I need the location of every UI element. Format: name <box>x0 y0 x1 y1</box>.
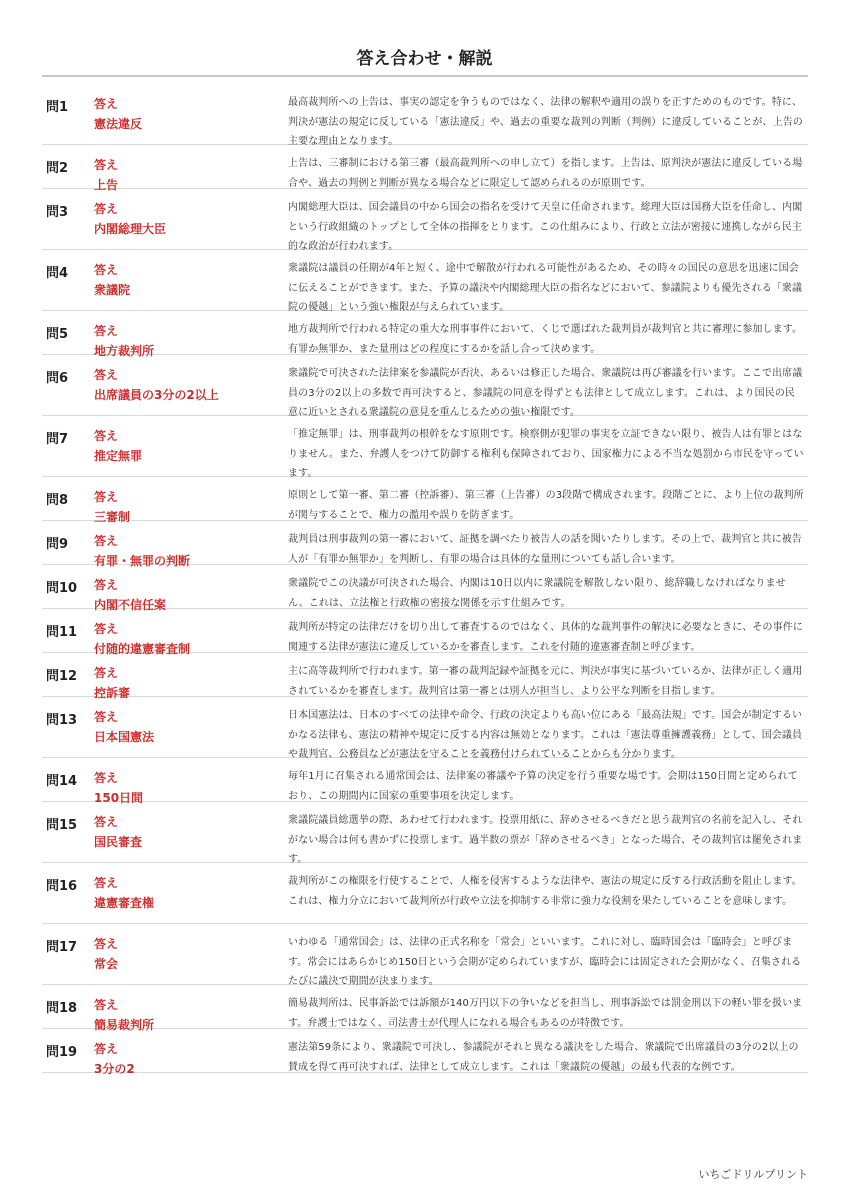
answer-block <box>94 260 279 300</box>
explanation-text: 憲法第59条により、衆議院で可決し、参議院がそれと異なる議決をした場合、衆議院で出席議員の3分の2以上の賛成を得て再可決すれば、法律として成立します。これは「衆議院の優越」の最も代表的な例です。 <box>288 1042 799 1073</box>
question-number: 問7 <box>46 432 69 447</box>
answer-row <box>42 145 808 192</box>
answer-row <box>42 653 808 700</box>
answer-value: 三審制 <box>94 510 131 524</box>
answer-value: 控訴審 <box>94 686 131 700</box>
answer-row <box>42 565 808 612</box>
answer-value: 憲法違反 <box>94 117 143 131</box>
answer-label: 答え <box>94 937 119 951</box>
answer-row <box>42 355 808 416</box>
question-number: 問9 <box>46 537 69 552</box>
question-number: 問4 <box>46 266 69 281</box>
answer-value: 上告 <box>94 178 119 192</box>
question-number: 問17 <box>46 940 78 955</box>
answer-label: 答え <box>94 771 119 785</box>
answer-row <box>42 477 808 524</box>
answer-label: 答え <box>94 324 119 338</box>
answer-block <box>94 426 279 466</box>
explanation-text: 内閣総理大臣は、国会議員の中から国会の指名を受けて天皇に任命されます。総理大臣は国務大臣を任命し、内閣という行政組織のトップとして全体の指揮をとります。この仕組みにより、行政と立法が密接に連携しながら民主的な政治が行われます。 <box>288 202 803 252</box>
explanation-text: 上告は、三審制における第三審（最高裁判所への申し立て）を指します。上告は、原判決が憲法に違反している場合や、過去の判例と判断が異なる場合などに限定して認められるのが原則です。 <box>288 158 803 189</box>
question-number: 問5 <box>46 327 69 342</box>
page-title: 答え合わせ・解説 <box>356 49 493 69</box>
explanation-text: 裁判員は刑事裁判の第一審において、証拠を調べたり被告人の話を聞いたりします。その上で、裁判官と共に被告人が「有罪か無罪か」を判断し、有罪の場合は具体的な量刑についても話し合います。 <box>288 534 802 565</box>
question-number: 問11 <box>46 625 78 640</box>
question-number: 問18 <box>46 1001 78 1016</box>
question-number: 問2 <box>46 161 69 176</box>
answer-label: 答え <box>94 158 119 172</box>
answer-label: 答え <box>94 534 119 548</box>
answer-label: 答え <box>94 815 119 829</box>
question-number: 問13 <box>46 713 78 728</box>
answer-value: 出席議員の3分の2以上 <box>94 388 219 402</box>
answer-label: 答え <box>94 876 119 890</box>
question-number: 問6 <box>46 371 69 386</box>
answer-row <box>42 416 808 477</box>
answer-label: 答え <box>94 490 119 504</box>
title-divider <box>42 75 808 77</box>
explanation-text: 地方裁判所で行われる特定の重大な刑事事件において、くじで選ばれた裁判員が裁判官と共に審理に参加します。有罪か無罪か、また量刑はどの程度にするかを話し合って決めます。 <box>288 324 803 355</box>
answer-value: 常会 <box>94 957 119 971</box>
answer-row <box>42 1029 808 1076</box>
answer-row <box>42 521 808 568</box>
answer-value: 内閣総理大臣 <box>94 222 167 236</box>
explanation-text: 衆議院で可決された法律案を参議院が否決、あるいは修正した場合、衆議院は再び審議を行います。ここで出席議員の3分の2以上の多数で再可決すると、参議院の同意を得ずとも法律として成立します。これは、より国民の民意に近いとされる衆議院の意見を重んじるための強い権限です。 <box>288 368 803 418</box>
answer-label: 答え <box>94 710 119 724</box>
answer-value: 推定無罪 <box>94 449 143 463</box>
answer-list <box>42 84 808 1076</box>
question-number: 問10 <box>46 581 78 596</box>
question-number: 問3 <box>46 205 69 220</box>
answer-row <box>42 609 808 656</box>
answer-block <box>94 1039 279 1079</box>
explanation-text: 原則として第一審、第二審（控訴審）、第三審（上告審）の3段階で構成されます。段階ごとに、より上位の裁判所が関与することで、権力の濫用や誤りを防ぎます。 <box>288 490 804 521</box>
answer-value: 国民審査 <box>94 835 143 849</box>
explanation-text: 裁判所がこの権限を行使することで、人権を侵害するような法律や、憲法の規定に反する行政活動を阻止します。これは、権力分立において裁判所が行政や立法を抑制する非常に強力な役割を果たしていることを意味します。 <box>288 876 802 907</box>
answer-label: 答え <box>94 622 119 636</box>
answer-block <box>94 707 279 747</box>
answer-value: 有罪・無罪の判断 <box>94 554 191 568</box>
answer-value: 日本国憲法 <box>94 730 155 744</box>
footer-brand: いちごドリルプリント <box>698 1168 808 1181</box>
answer-label: 答え <box>94 429 119 443</box>
answer-row <box>42 697 808 758</box>
answer-label: 答え <box>94 97 119 111</box>
answer-label: 答え <box>94 1042 119 1056</box>
answer-value: 簡易裁判所 <box>94 1018 155 1032</box>
answer-value: 衆議院 <box>94 283 131 297</box>
answer-row <box>42 985 808 1032</box>
question-number: 問14 <box>46 774 78 789</box>
question-number: 問12 <box>46 669 78 684</box>
explanation-text: 日本国憲法は、日本のすべての法律や命令、行政の決定よりも高い位にある「最高法規」です。国会が制定するいかなる法律も、憲法の精神や規定に反する内容は無効となります。これは「憲法尊重擁護義務」として、国会議員や裁判官、公務員などが憲法を守ることを義務付けられていることからも分かります。 <box>288 710 803 760</box>
question-number: 問16 <box>46 879 78 894</box>
answer-row <box>42 802 808 863</box>
explanation-text: 衆議院議員総選挙の際、あわせて行われます。投票用紙に、辞めさせるべきだと思う裁判官の名前を記入し、それがない場合は何も書かずに投票します。過半数の票が「辞めさせるべき」となった場合、その裁判官は罷免されます。 <box>288 815 803 865</box>
answer-row <box>42 84 808 145</box>
question-number: 問15 <box>46 818 78 833</box>
answer-label: 答え <box>94 998 119 1012</box>
explanation-text: 衆議院は議員の任期が4年と短く、途中で解散が行われる可能性があるため、その時々の国民の意思を迅速に国会に伝えることができます。また、予算の議決や内閣総理大臣の指名などにおいて、参議院よりも優先される「衆議院の優越」という強い権限が与えられています。 <box>288 263 803 313</box>
answer-label: 答え <box>94 368 119 382</box>
answer-row <box>42 924 808 985</box>
explanation-text: 主に高等裁判所で行われます。第一審の裁判記録や証拠を元に、判決が事実に基づいているか、法律が正しく適用されているかを審査します。裁判官は第一審とは別人が担当し、より公平な判断を目指します。 <box>288 666 803 697</box>
answer-value: 150日間 <box>94 791 144 805</box>
answer-label: 答え <box>94 666 119 680</box>
answer-row <box>42 863 808 924</box>
answer-block <box>94 199 279 239</box>
explanation-text: いわゆる「通常国会」は、法律の正式名称を「常会」といいます。これに対し、臨時国会は「臨時会」と呼びます。常会にはあらかじめ150日という会期が定められていますが、臨時会には固定された会期がなく、召集されるたびに議決で期間が決まります。 <box>288 937 802 987</box>
answer-value: 内閣不信任案 <box>94 598 167 612</box>
answer-value: 付随的違憲審査制 <box>94 642 191 656</box>
answer-label: 答え <box>94 578 119 592</box>
answer-block <box>94 94 279 134</box>
answer-block <box>94 873 279 913</box>
answer-row <box>42 189 808 250</box>
question-number: 問1 <box>46 100 69 115</box>
answer-value: 地方裁判所 <box>94 344 155 358</box>
answer-label: 答え <box>94 202 119 216</box>
explanation-text: 「推定無罪」は、刑事裁判の根幹をなす原則です。検察側が犯罪の事実を立証できない限り、被告人は有罪とはなりません。また、弁護人をつけて防御する権利も保障されており、国家権力による不当な処罰から市民を守っています。 <box>288 429 804 479</box>
answer-row <box>42 250 808 311</box>
answer-row <box>42 311 808 358</box>
question-number: 問8 <box>46 493 69 508</box>
answer-label: 答え <box>94 263 119 277</box>
answer-block <box>94 812 279 852</box>
explanation-text: 最高裁判所への上告は、事実の認定を争うものではなく、法律の解釈や適用の誤りを正すためのものです。特に、判決が憲法の規定に反している「憲法違反」や、過去の重要な裁判の判断（判例）に違反していることが、上告の主要な理由となります。 <box>288 97 803 147</box>
explanation-text: 裁判所が特定の法律だけを切り出して審査するのではなく、具体的な裁判事件の解決に必要なときに、その事件に関連する法律が憲法に違反しているかを審査します。これを付随的違憲審査制と呼びます。 <box>288 622 803 653</box>
explanation-text: 簡易裁判所は、民事訴訟では訴額が140万円以下の争いなどを担当し、刑事訴訟では罰金刑以下の軽い罪を扱います。弁護士ではなく、司法書士が代理人になれる場合もあるのが特徴です。 <box>288 998 803 1029</box>
answer-value: 3分の2 <box>94 1062 135 1076</box>
explanation-text: 衆議院でこの決議が可決された場合、内閣は10日以内に衆議院を解散しない限り、総辞職しなければなりません。これは、立法権と行政権の密接な関係を示す仕組みです。 <box>288 578 786 609</box>
answer-block <box>94 934 279 974</box>
answer-value: 違憲審査権 <box>94 896 155 910</box>
explanation-text: 毎年1月に召集される通常国会は、法律案の審議や予算の決定を行う重要な場です。会期は150日間と定められており、この期間内に国家の重要事項を決定します。 <box>288 771 798 802</box>
answer-block <box>94 365 279 405</box>
answer-row <box>42 758 808 805</box>
question-number: 問19 <box>46 1045 78 1060</box>
